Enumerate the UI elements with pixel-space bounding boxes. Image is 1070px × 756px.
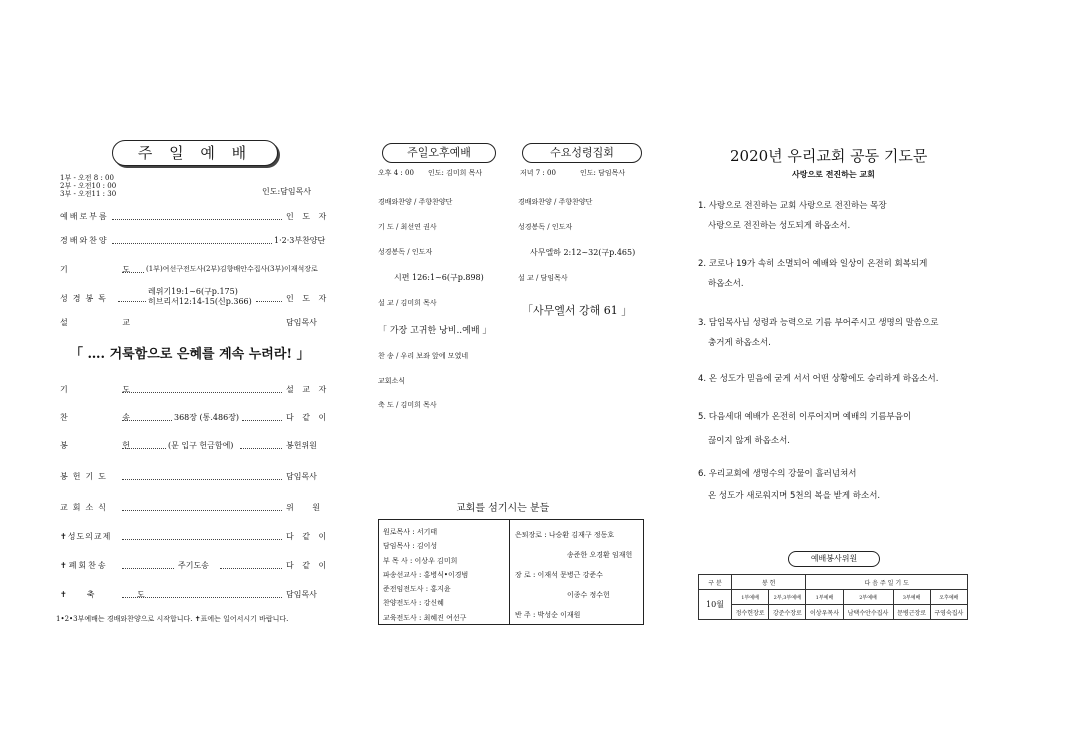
leader-dots <box>112 243 272 244</box>
prayer-line: 사랑으로 전진하는 성도되게 하옵소서. <box>708 221 851 231</box>
service-title: 주 일 예 배 <box>112 140 278 166</box>
table-cell: 오후예배 <box>930 590 967 605</box>
staff-entry: 담임목사 : 김이성 <box>383 542 438 551</box>
item-who: 1·2·3부찬양단 <box>274 236 326 245</box>
sermon-title: 「 …. 거룩함으로 은혜를 계속 누려라! 」 <box>70 347 310 362</box>
staff-title: 교회를 섬기시는 분들 <box>456 503 550 514</box>
table-cell: 2부예배 <box>843 590 893 605</box>
leader-dots <box>220 568 282 569</box>
item-who: 담임목사 <box>286 590 317 599</box>
item-content-2: 히브리서12:14-15(신p.366) <box>148 297 252 306</box>
prayer-line: 1. 사랑으로 전진하는 교회 사랑으로 전진하는 목장 <box>698 201 887 211</box>
staff-entry: 원로목사 : 서기태 <box>383 528 438 536</box>
leader-dots <box>240 448 282 449</box>
staff-entry: 은퇴장로 : 나승환 김재구 정동호 <box>515 531 615 539</box>
prayer-line: 끊이지 않게 하옵소서. <box>708 436 791 446</box>
staff-entry: 찬양전도사 : 강신혜 <box>383 599 444 608</box>
time-2: 2부 - 오전10 : 00 <box>60 182 117 190</box>
leader-dots <box>118 301 146 302</box>
prayer-line: 4. 온 성도가 믿음에 굳게 서서 어떤 상황에도 승리하게 하옵소서. <box>698 374 939 384</box>
afternoon-sermon-title: 「 가장 고귀한 낭비..예배 」 <box>378 326 492 336</box>
table-cell: 구영숙집사 <box>930 605 967 620</box>
leader-dots <box>122 392 282 393</box>
leader-dots <box>122 479 282 480</box>
staff-entry: 송준한 오경환 임재헌 <box>567 551 633 559</box>
table-cell: 정수헌장로 <box>732 605 769 620</box>
afternoon-item: 교회소식 <box>378 377 406 385</box>
leader-dots <box>122 272 144 273</box>
prayer-subtitle: 사랑으로 전진하는 교회 <box>792 170 875 179</box>
staff-entry: 이종수 정수헌 <box>567 591 610 599</box>
wednesday-time: 저녁 7 : 00 <box>520 169 556 177</box>
item-who: 담임목사 <box>286 472 317 481</box>
staff-left-list <box>383 525 468 625</box>
prayer-4 <box>698 372 938 384</box>
prayer-line: 5. 다음세대 예배가 온전히 이루어지며 예배의 기름부음이 <box>698 412 912 422</box>
prayer-1 <box>698 196 887 236</box>
leader-dots <box>122 539 282 540</box>
table-cell: 이상우목사 <box>806 605 843 620</box>
leader-dots <box>122 597 282 598</box>
item-who: 인 도 자 <box>286 294 330 303</box>
item-label: 예배로부름 <box>60 212 109 221</box>
item-content: (1부)여선구전도사(2부)김향배안수집사(3부)이재석장로 <box>146 265 318 273</box>
afternoon-item: 기 도 / 최선연 권사 <box>378 223 437 231</box>
prayer-line: 2. 코로나 19가 속히 소멸되어 예배와 일상이 온전히 회복되게 <box>698 259 928 269</box>
prayer-line: 6. 우리교회에 생명수의 강물이 흘러넘쳐서 <box>698 469 857 479</box>
leader-dots <box>122 448 166 449</box>
item-who: 다 같 이 <box>286 413 330 422</box>
wednesday-item: 설 교 / 담임목사 <box>518 274 568 282</box>
item-label: ✝축 도 <box>60 590 165 599</box>
prayer-2 <box>698 254 927 294</box>
staff-entry: 부 목 사 : 이상우 김미희 <box>383 556 458 565</box>
prayer-5 <box>698 405 911 453</box>
table-cell: 봉 헌 <box>732 575 806 590</box>
staff-entry: 파송선교사 : 홍병식•이경범 <box>383 570 469 579</box>
item-label: ✝폐회찬송 <box>60 561 108 570</box>
table-cell: 문병근장로 <box>893 605 930 620</box>
leader-dots <box>122 568 174 569</box>
staff-entry: 준전임전도사 : 홍지윤 <box>383 585 451 594</box>
roster-title: 예배봉사위원 <box>788 551 880 567</box>
time-1: 1부 - 오전 8 : 00 <box>60 174 114 182</box>
staff-entry: 반 주 : 박성순 이재원 <box>515 611 581 619</box>
leader-dots <box>242 420 282 421</box>
prayer-6 <box>698 463 880 507</box>
prayer-line: 3. 담임목사님 성령과 능력으로 기름 부어주시고 생명의 말씀으로 <box>698 318 939 328</box>
item-who: 위 원 <box>286 503 328 512</box>
table-row <box>699 575 968 590</box>
prayer-line: 하옵소서. <box>708 279 744 289</box>
item-label: 교회소식 <box>60 503 111 512</box>
prayer-title: 2020년 우리교회 공동 기도문 <box>730 147 928 165</box>
item-label: 설 교 <box>60 318 156 327</box>
wednesday-sermon-title: 「사무엘서 강해 61 」 <box>522 304 633 317</box>
item-who: 다 같 이 <box>286 561 330 570</box>
item-label: 경배와찬양 <box>60 236 109 245</box>
item-who: 인 도 자 <box>286 212 330 221</box>
wednesday-service-title: 수요성령집회 <box>522 143 642 163</box>
afternoon-item: 축 도 / 김미희 목사 <box>378 401 437 409</box>
prayer-line: 충거게 하옵소서. <box>708 338 771 348</box>
afternoon-item: 성경봉독 / 인도자 <box>378 248 433 256</box>
leader-dots <box>122 420 172 421</box>
staff-box <box>378 519 644 625</box>
item-content: 368장 (통.486장) <box>174 413 240 422</box>
item-content: 주기도송 <box>178 561 209 570</box>
table-cell: 3부예배 <box>893 590 930 605</box>
item-label: ✝성도의교제 <box>60 532 112 541</box>
staff-entry: 교육전도사 : 최혜진 여선구 <box>383 613 467 622</box>
item-who: 봉헌위원 <box>286 441 317 450</box>
table-cell: 남택수안수집사 <box>843 605 893 620</box>
wednesday-item: 경배와찬양 / 주향찬양단 <box>518 198 593 206</box>
leader-dots <box>122 510 282 511</box>
afternoon-item: 찬 송 / 우리 보좌 앞에 모였네 <box>378 352 469 360</box>
afternoon-item: 설 교 / 김미희 목사 <box>378 299 437 307</box>
item-who: 담임목사 <box>286 318 317 327</box>
staff-entry: 장 로 : 이재석 문병근 강준수 <box>515 571 603 579</box>
table-cell: 다 음 주 일 기 도 <box>806 575 968 590</box>
item-label: 봉 헌 <box>60 441 156 450</box>
leader-dots <box>256 301 282 302</box>
afternoon-leader: 인도: 김미희 목사 <box>428 169 483 177</box>
table-cell: 10월 <box>699 590 732 620</box>
time-3: 3부 - 오전11 : 30 <box>60 190 117 198</box>
wednesday-item: 성경봉독 / 인도자 <box>518 223 573 231</box>
item-who: 다 같 이 <box>286 532 330 541</box>
item-label: 기 도 <box>60 265 156 274</box>
item-content: (문 입구 헌금함에) <box>168 441 234 450</box>
table-row <box>699 605 968 620</box>
service-roster-table <box>698 574 968 620</box>
afternoon-time: 오후 4 : 00 <box>378 169 414 177</box>
wednesday-scripture: 사무엘하 2:12~32(구p.465) <box>530 248 636 257</box>
item-label: 봉헌기도 <box>60 472 111 481</box>
table-row <box>699 590 968 605</box>
staff-right-list <box>515 525 632 625</box>
table-cell: 2부,3부예배 <box>769 590 806 605</box>
leader-dots <box>112 219 282 220</box>
table-cell: 1부예배 <box>732 590 769 605</box>
prayer-line: 온 성도가 새로워지며 5천의 복을 받게 하소서. <box>708 491 881 501</box>
afternoon-scripture: 시편 126:1~6(구p.898) <box>394 273 484 282</box>
item-label: 기 도 <box>60 385 156 394</box>
staff-divider <box>509 520 510 624</box>
table-cell: 구 분 <box>699 575 732 590</box>
item-label: 성경봉독 <box>60 294 111 303</box>
afternoon-service-title: 주일오후예배 <box>382 143 496 163</box>
main-leader: 인도:담임목사 <box>262 187 312 196</box>
wednesday-leader: 인도: 담임목사 <box>580 169 626 177</box>
item-who: 설 교 자 <box>286 385 330 394</box>
item-content: 레위기19:1~6(구p.175) <box>148 287 238 296</box>
service-times <box>60 174 116 198</box>
footnote: 1•2•3부예배는 경배와찬양으로 시작합니다. ✝표에는 일어서시기 바랍니다. <box>56 615 289 623</box>
prayer-3 <box>698 313 939 353</box>
table-cell: 강준수장로 <box>769 605 806 620</box>
item-label: 찬 송 <box>60 413 156 422</box>
table-cell: 1부예배 <box>806 590 843 605</box>
afternoon-item: 경배와찬양 / 주향찬양단 <box>378 198 453 206</box>
